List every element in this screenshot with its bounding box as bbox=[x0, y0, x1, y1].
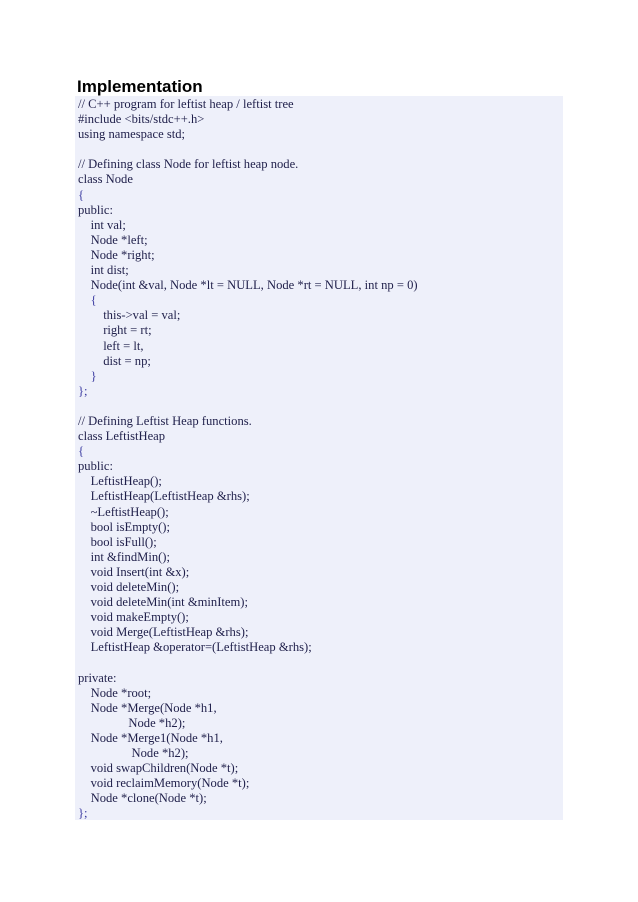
code-line: { bbox=[78, 187, 85, 202]
code-line: int dist; bbox=[78, 263, 129, 278]
code-line: private: bbox=[78, 670, 117, 685]
code-line: }; bbox=[78, 383, 88, 398]
code-line: class LeftistHeap bbox=[78, 429, 166, 444]
code-line: right = rt; bbox=[78, 323, 152, 338]
code-line: LeftistHeap(); bbox=[78, 474, 162, 489]
code-line: void reclaimMemory(Node *t); bbox=[78, 776, 250, 791]
code-line: dist = np; bbox=[78, 353, 151, 368]
code-line: Node *right; bbox=[78, 247, 155, 262]
code-line: public: bbox=[78, 202, 113, 217]
code-line bbox=[78, 399, 563, 414]
code-line: this->val = val; bbox=[78, 308, 181, 323]
code-line: } bbox=[78, 368, 97, 383]
code-line: class Node bbox=[78, 172, 133, 187]
code-line: bool isEmpty(); bbox=[78, 519, 170, 534]
code-line: int &findMin(); bbox=[78, 549, 170, 564]
code-line bbox=[78, 142, 563, 157]
code-line: bool isFull(); bbox=[78, 534, 157, 549]
code-line: Node *h2); bbox=[78, 715, 186, 730]
code-line: Node *root; bbox=[78, 685, 152, 700]
code-line: LeftistHeap(LeftistHeap &rhs); bbox=[78, 489, 250, 504]
code-line: Node *clone(Node *t); bbox=[78, 791, 207, 806]
code-line: void swapChildren(Node *t); bbox=[78, 761, 239, 776]
code-line: { bbox=[78, 293, 97, 308]
code-line: // Defining class Node for leftist heap node. bbox=[78, 157, 299, 172]
code-line: void Insert(int &x); bbox=[78, 564, 190, 579]
code-line: Node *Merge(Node *h1, bbox=[78, 700, 217, 715]
code-line: // C++ program for leftist heap / leftist tree bbox=[78, 97, 294, 111]
code-line: Node *left; bbox=[78, 232, 148, 247]
code-line: void deleteMin(); bbox=[78, 580, 180, 594]
code-line: ~LeftistHeap(); bbox=[78, 504, 169, 519]
code-line: void deleteMin(int &minItem); bbox=[78, 595, 248, 610]
code-block bbox=[75, 96, 563, 820]
code-line: Node(int &val, Node *lt = NULL, Node *rt = NULL, int np = 0) bbox=[78, 278, 418, 293]
code-line bbox=[78, 655, 563, 670]
section-heading: Implementation bbox=[77, 77, 203, 96]
code-line: int val; bbox=[78, 217, 126, 232]
code-line: #include <bits/stdc++.h> bbox=[78, 112, 205, 127]
code-line: { bbox=[78, 444, 85, 459]
code-line: Node *h2); bbox=[78, 746, 189, 761]
code-line: }; bbox=[78, 806, 88, 820]
code-line: using namespace std; bbox=[78, 127, 186, 142]
code-line: left = lt, bbox=[78, 338, 144, 353]
code-line: // Defining Leftist Heap functions. bbox=[78, 413, 252, 428]
code-line: LeftistHeap &operator=(LeftistHeap &rhs); bbox=[78, 640, 312, 655]
code-line: Node *Merge1(Node *h1, bbox=[78, 730, 223, 745]
code-line: public: bbox=[78, 459, 113, 474]
code-line: void Merge(LeftistHeap &rhs); bbox=[78, 625, 249, 640]
code-line: void makeEmpty(); bbox=[78, 610, 189, 625]
